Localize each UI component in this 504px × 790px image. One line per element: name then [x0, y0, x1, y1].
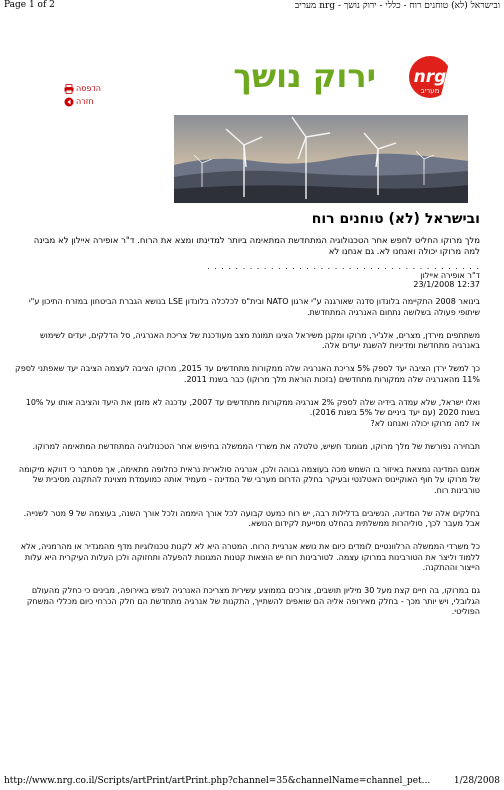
page-number: Page 1 of 2: [4, 0, 55, 10]
wind-turbines-image: [174, 115, 468, 203]
print-date: 1/28/2008: [453, 776, 500, 786]
nrg-logo-icon: [396, 55, 466, 105]
nrg-logo-text: nrg: [413, 67, 447, 87]
dotted-separator: . . . . . . . . . . . . . . . . . . . . . . . . . . . . . . . . . . . . . . .: [207, 262, 480, 271]
article-paragraph: ואלו ישראל, שלא עמדה בידיה שלה לספק 2% אנרגיה ממקורות מתחדשים עד 2007, עדכנה לא מזמן את היעד והציבה אותו על 10% בשנת 2020 (עם יעד ביניים של 5% בשנת 2016). אז למה מרוקו יכולה ואנחנו לא?: [25, 397, 480, 428]
brand-title: ירוק נושך: [233, 57, 376, 95]
article-paragraph: בחלקים אלה של המדינה, הנשיבים בדלילות רבה, יש רוח כמעט קבועה לכל אורך היממה ולכל אורך השנה, בעוצמה של 9 מטר לשנייה. אבל מעבר לכך, סוליהרות ממשלתית בהחלט מסייעת לקידום הנושא.: [23, 508, 480, 528]
back-button[interactable]: [64, 95, 114, 108]
site-logo: [220, 55, 466, 105]
article-title: ובישראל (לא) טוחנים רוח: [311, 211, 480, 227]
article-paragraph: בינואר 2008 התקיימה בלונדון סדנה שאורגנה ע"י ארגון NATO ובית"ס לכלכלה בלונדון LSE בנושא הגברת הביטחון במזרח התיכון ע"י שיתופי פעולה בשלושה נתחום האנרגיה המתחדשת.: [28, 297, 480, 317]
article-paragraph: כל משרדי הממשלה הרלוונטיים לומדים כיום את נושא אנרגיית הרוח. המטרה היא לא לקנות טכנולוגיות מדף מהמגדיר או מהרמניה, אלא ללמוד וליצר את הטורבינות במרוקו עצמה. לטורבינות רוח יש הוצאות קטנות המגונות להפעלה ותחזוקה ולכן העלות העיקרית היא עלות הייצור וההתקנה.: [20, 542, 480, 572]
article-date: 23/1/2008 12:37: [413, 280, 480, 289]
back-label: חזרה: [76, 97, 94, 106]
article-paragraph: אמנם המדינה נמצאת באיזור בו השמש מכה בעוצמה גבוהה ולכן, אנרגיה סולארית נראית כחלופה מתאימה, אך מסתבר כי דווקא מיקומה של מרוקו על חוף האוקיינוס האטלנטי ובעיקר בחלק הדרום מערבי של המדינה - מעמיד אותה כמועמדת מצוינת להתקנה מסיבית של טורבינות רוח.: [18, 464, 480, 495]
article-paragraph: משתתפים מירדן, מצרים, אלג'יר, מרוקו ומקנן משיראל הציגו תמונת מצב מעודכנת של צריכת האנרגיה, סל הדלקים, יעדים לשימוש באנרגיה מתחדשת ומדיניות להשגת יעדים אלה.: [40, 330, 480, 350]
maariv-logo-text: מעריב: [420, 87, 440, 95]
back-arrow-icon: [64, 97, 74, 107]
print-button[interactable]: [64, 82, 114, 95]
article-tools: [64, 82, 114, 108]
page-url: http://www.nrg.co.il/Scripts/artPrint/artPrint.php?channel=35&channelName=channel_pet...: [4, 776, 431, 786]
article-paragraph: תבחירה נפורשת של מלך מרוקו, מגומנד חשיש, טלטלה את משרדי הממשלה בחיפוש אחר הטכנולוגיה המתחדשת המתאימה למרוקו.: [32, 441, 480, 451]
printer-icon: [64, 84, 74, 94]
article-author: ד"ר אופירה איילון: [420, 271, 480, 280]
print-header: [4, 0, 500, 12]
article-paragraph: כך למשל ירדן הציבה יעד לספק 5% צריכת האנרגיה שלה ממקורות מתחדשים עד 2015, מרוקו הציבה לעצמה הציבה יעד שאפתני לספק 11% מהאנרגיה שלה ממקורות מתחדשים (בזכות הוראת מלך מרוקו) כבר בשנת 2011.: [15, 364, 480, 384]
article-lead: מלך מרוקו החליט לחפש אחר הטכנולוגיה המתחדשת המתאימה ביותר למדינתו ומצא את הרוח. ד"ר אופירה איילון לא מבינה למה מרוקו יכולה ואנחנו לא. גם אנחנו לא: [33, 236, 480, 257]
print-label: הדפסה: [76, 84, 102, 93]
window-title: ובישראל (לא) טוחנים רוח - כללי - ירוק נושך - nrg מעריב: [294, 1, 500, 11]
article-paragraph: גם במרוקו, בה חיים קצת מעל 30 מיליון תושבים, צורכים בממוצע עשירית מצריכת האנרגיה לנפש באירופה, מבינים כי כחלק מהעולם הגלובלי, ויש יותר מכך - בחלק מאירופה אליה הם שואפים להשתייך, התקנות של אנרגיה מתחדשת הם חלק הכרחי כיום מכללי המשחק הפוליטי.: [26, 586, 480, 616]
print-footer: [4, 776, 500, 788]
article-body: [14, 297, 480, 630]
